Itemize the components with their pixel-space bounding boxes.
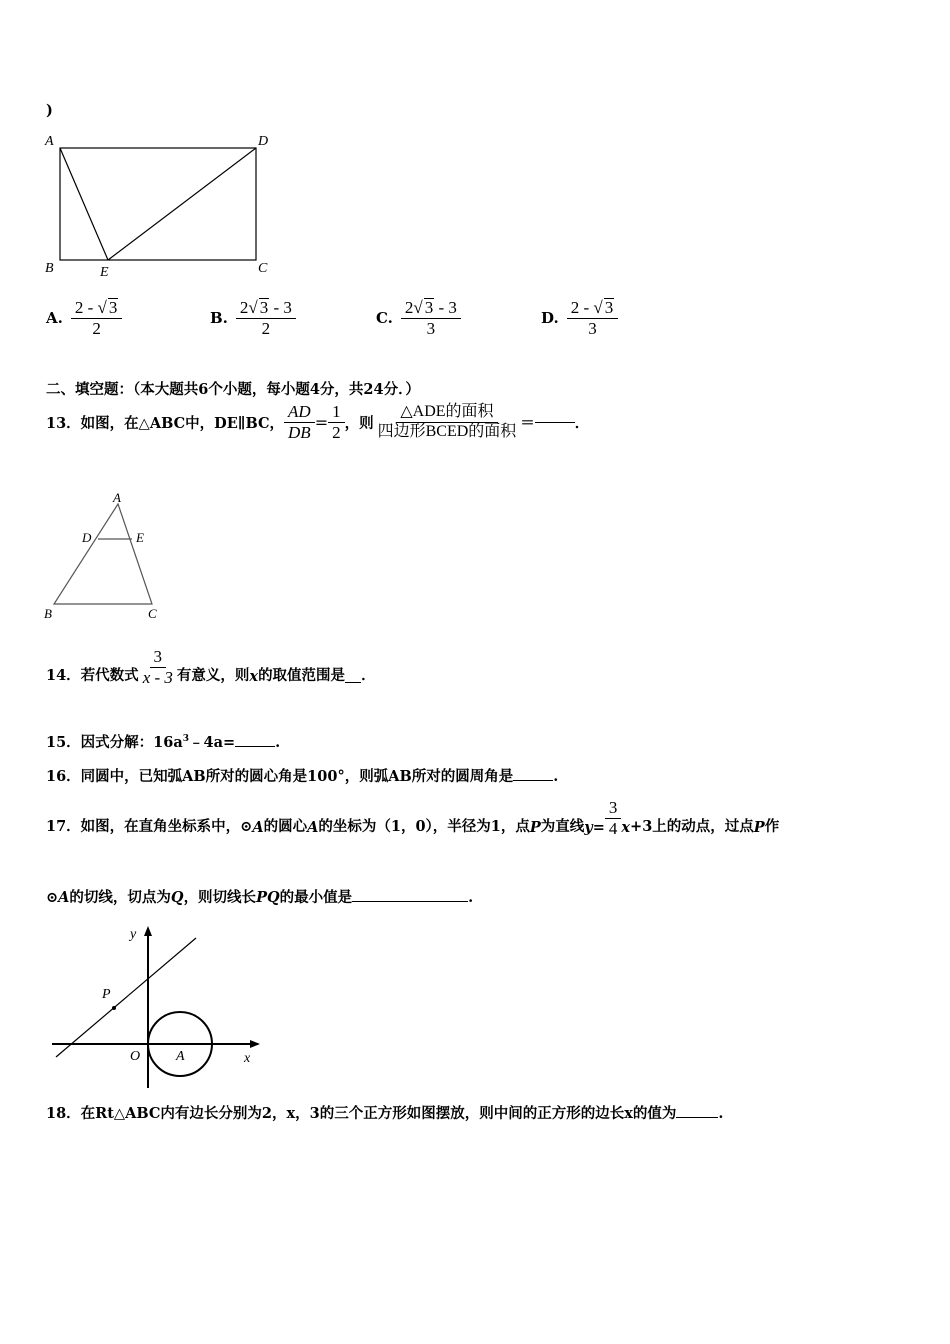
label-d: D bbox=[258, 134, 269, 149]
label-c: C bbox=[258, 261, 268, 276]
q17-answer-blank[interactable] bbox=[352, 901, 468, 902]
option-d-fraction: $\frac{2 - √ 3}{3}$ bbox=[567, 298, 619, 338]
line-y-eq-3-4x-plus-3 bbox=[56, 938, 196, 1057]
q17-slope-fraction: $\frac{3}{4}$ bbox=[605, 798, 622, 838]
q15-text: 15．因式分解：$16a^3﹣4a=$ . bbox=[46, 734, 281, 751]
q16-answer-blank[interactable] bbox=[513, 780, 553, 781]
label-a: A bbox=[45, 134, 54, 149]
q14-fraction: $\frac{3}{x - 3}$ bbox=[142, 647, 173, 687]
label-p: P bbox=[102, 987, 111, 1002]
q13-triangle-figure bbox=[42, 488, 168, 624]
option-d[interactable] bbox=[541, 298, 618, 338]
option-c-fraction: $\frac{2√ 3 - 3}{3}$ bbox=[401, 298, 461, 338]
q13-fraction-half: $\frac{1}{2}$ bbox=[328, 402, 345, 442]
q18-answer-blank[interactable] bbox=[676, 1117, 718, 1118]
q18-text: 18．在Rt△ABC内有边长分别为2，x，3的三个正方形如图摆放，则中间的正方形的边长x的值为 . bbox=[46, 1105, 724, 1122]
segment-ae bbox=[60, 148, 108, 260]
q12-closing-paren: ) bbox=[46, 102, 53, 119]
q14-answer-blank[interactable] bbox=[345, 682, 361, 683]
q13-text: 13．如图，在△ABC中，DE∥BC， $\frac{AD}{DB}$ = $\frac{1}{2}$ ，则 $\frac{\text{△ADE的面积}}{\text{四边形BCED的面积}}$ ＝ ． bbox=[46, 402, 590, 442]
q17-coordinate-figure bbox=[46, 920, 276, 1092]
section2-heading: 二、填空题：（本大题共6个小题，每小题4分，共24分．） bbox=[46, 381, 420, 398]
x-axis-arrow bbox=[250, 1040, 260, 1048]
y-axis-arrow bbox=[144, 926, 152, 936]
q12-rectangle-figure bbox=[40, 128, 280, 280]
label-e: E bbox=[136, 530, 144, 545]
label-c: C bbox=[148, 606, 157, 621]
label-b: B bbox=[45, 261, 54, 276]
label-a: A bbox=[176, 1049, 185, 1064]
option-c[interactable] bbox=[376, 298, 461, 338]
option-d-letter: D. bbox=[541, 309, 559, 328]
option-b[interactable] bbox=[210, 298, 296, 338]
label-e: E bbox=[100, 265, 109, 280]
rectangle-abcd bbox=[60, 148, 256, 260]
q14-text: 14．若代数式 $\frac{3}{x - 3}$ 有意义，则 x 的取值范围是 ． bbox=[46, 647, 376, 687]
label-o: O bbox=[130, 1049, 141, 1064]
option-a-letter: A. bbox=[46, 309, 63, 328]
q17-text-line1: 17．如图，在直角坐标系中，⊙ A 的圆心 A 的坐标为（1，0），半径为1，点 P 为直线 y = $\frac{3}{4}$ x +3上的动点，过点 P 作 bbox=[46, 798, 780, 838]
label-y: y bbox=[130, 927, 137, 942]
option-c-letter: C. bbox=[376, 309, 393, 328]
triangle-abc bbox=[54, 504, 152, 604]
option-a[interactable] bbox=[46, 298, 122, 338]
point-p bbox=[112, 1006, 116, 1010]
label-a: A bbox=[113, 490, 121, 505]
q17-text-line2: ⊙A的切线，切点为Q，则切线长PQ的最小值是 . bbox=[46, 889, 474, 906]
option-a-fraction: $\frac{2 - √ 3}{2}$ bbox=[71, 298, 123, 338]
label-b: B bbox=[44, 606, 52, 621]
option-b-fraction: $\frac{2√ 3 - 3}{2}$ bbox=[236, 298, 296, 338]
option-b-letter: B. bbox=[210, 309, 228, 328]
label-d: D bbox=[82, 530, 92, 545]
q16-text: 16．同圆中，已知弧AB所对的圆心角是100°，则弧AB所对的圆周角是 . bbox=[46, 768, 559, 785]
label-x: x bbox=[244, 1051, 251, 1066]
q13-fraction-area-ratio: $\frac{\text{△ADE的面积}}{\text{四边形BCED的面积}}$ bbox=[377, 403, 517, 440]
q15-answer-blank[interactable] bbox=[235, 746, 275, 747]
q13-fraction-ad-db: $\frac{AD}{DB}$ bbox=[284, 402, 315, 442]
q13-answer-blank[interactable] bbox=[535, 422, 575, 423]
segment-ed bbox=[108, 148, 256, 260]
